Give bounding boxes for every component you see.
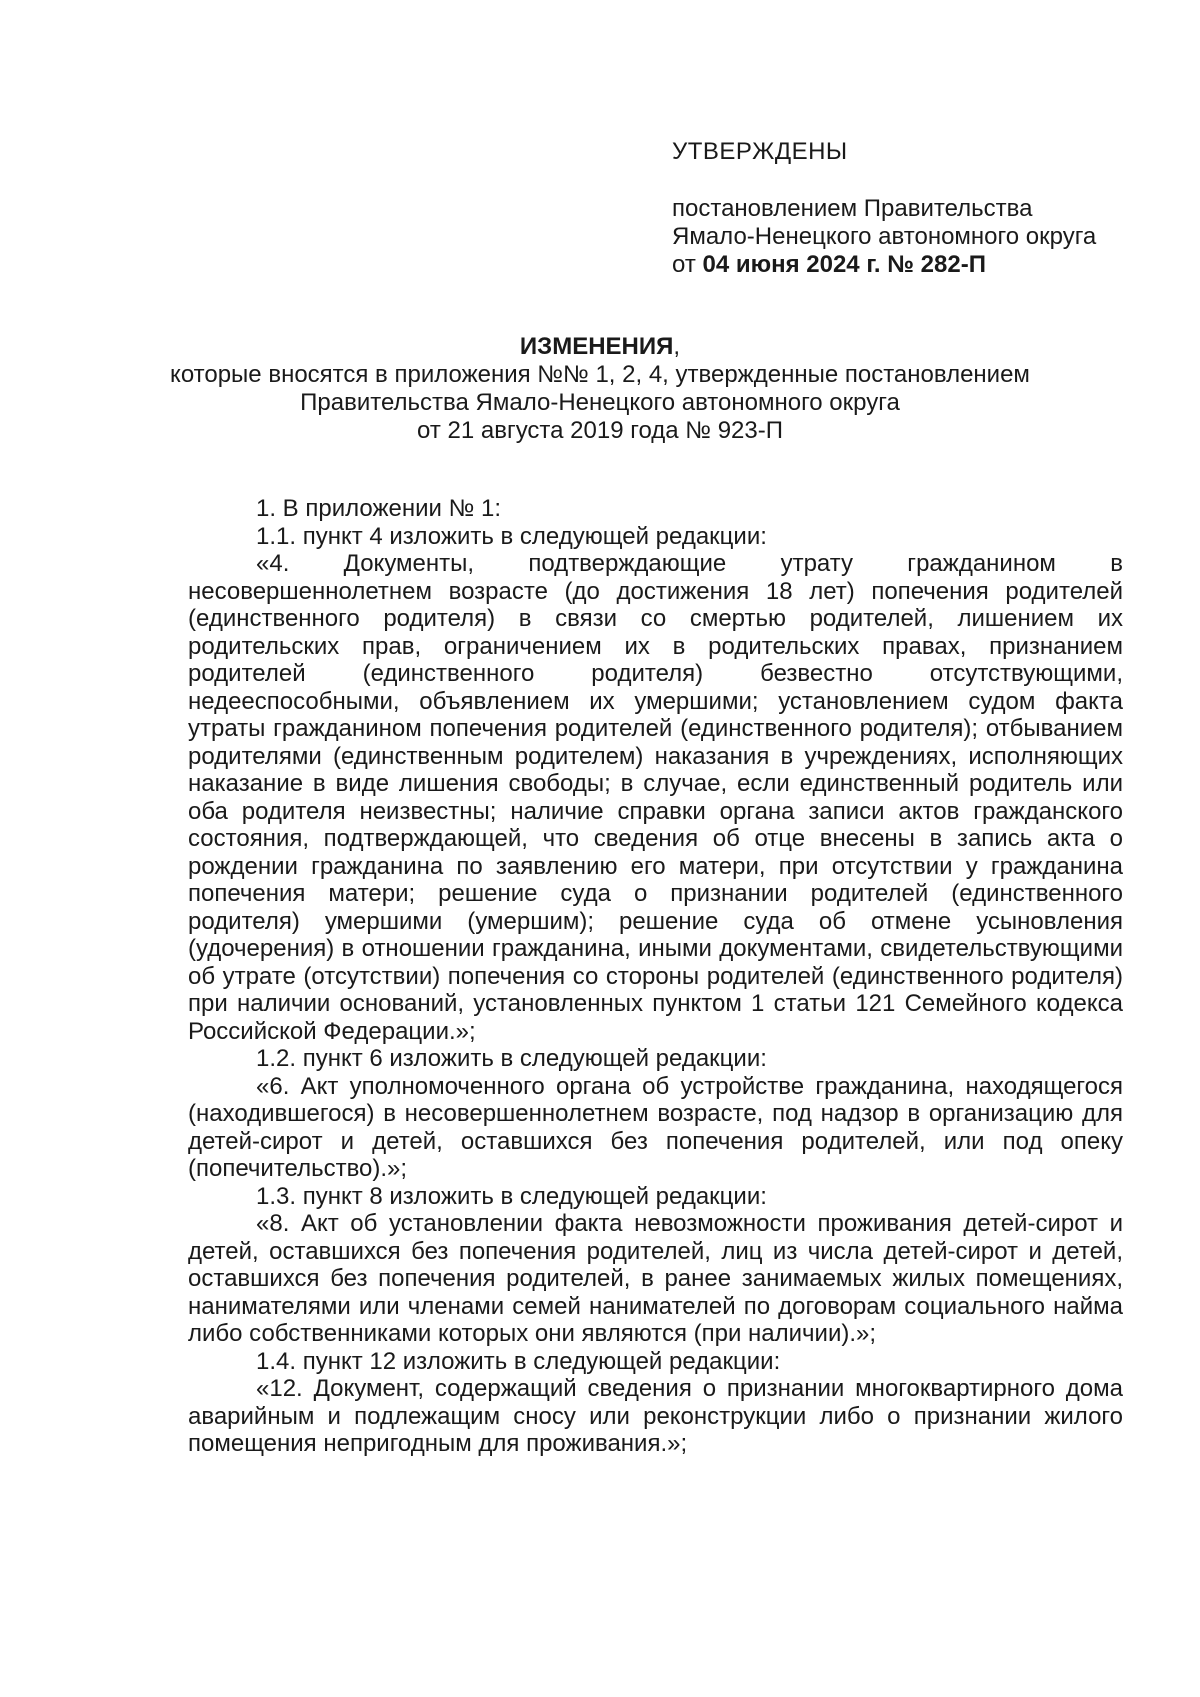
document-subtitle-line-2: Правительства Ямало-Ненецкого автономного округа <box>300 389 900 416</box>
document-subtitle-line-1: которые вносятся в приложения №№ 1, 2, 4, утвержденные постановлением <box>170 361 1030 388</box>
document-body <box>188 495 1123 1458</box>
paragraph-point-12-text: «12. Документ, содержащий сведения о признании многоквартирного дома аварийным и подлежащим сносу или реконструкции либо о признании жилого помещения непригодным для проживания.»; <box>188 1375 1123 1457</box>
document-subtitle-line-3: от 21 августа 2019 года № 923-П <box>417 417 783 444</box>
approval-heading: УТВЕРЖДЕНЫ <box>672 138 848 165</box>
approval-block <box>672 138 1142 279</box>
paragraph-point-8-text: «8. Акт об установлении факта невозможности проживания детей-сирот и детей, оставшихся без попечения родителей, лиц из числа детей-сирот и детей, оставшихся без попечения родителей, в ранее занимаемых жилых помещениях, нанимателями или членами семей нанимателей по договорам социального найма либо собственниками которых они являются (при наличии).»; <box>188 1210 1123 1347</box>
approval-date-prefix: от <box>672 251 696 278</box>
paragraph-1-2: 1.2. пункт 6 изложить в следующей редакции: <box>256 1045 767 1072</box>
paragraph-1-1: 1.1. пункт 4 изложить в следующей редакции: <box>256 522 767 550</box>
paragraph-1: 1. В приложении № 1: <box>256 495 502 522</box>
document-title <box>160 333 1040 361</box>
paragraph-point-6-text: «6. Акт уполномоченного органа об устройстве гражданина, находящегося (находившегося) в несовершеннолетнем возрасте, под надзор в организацию для детей-сирот и детей, оставшихся без попечения родителей, или под опеку (попечительство).»; <box>188 1072 1123 1182</box>
paragraph-point-4-text: «4. Документы, подтверждающие утрату гражданином в несовершеннолетнем возрасте (до достижения 18 лет) попечения родителей (единственного родителя) в связи со смертью родителей, лишением их родительских прав, ограничением их в родительских правах, признанием родителей (единственного родителя) безвестно отсутствующими, недееспособными, объявлением их умершими; установлением судом факта утраты гражданином попечения родителей (единственного родителя); отбыванием родителями (единственным родителем) наказания в учреждениях, исполняющих наказание в виде лишения свободы; в случае, если единственный родитель или оба родителя неизвестны; наличие справки органа записи актов гражданского состояния, подтверждающей, что сведения об отце внесены в запись акта о рождении гражданина по заявлению его матери, при отсутствии у гражданина попечения матери; решение суда о признании родителей (единственного родителя) умершими (умершим); решение суда об отмене усыновления (удочерения) в отношении гражданина, иными документами, свидетельствующими об утрате (отсутствии) попечения со стороны родителей (единственного родителя) при наличии оснований, установленных пунктом 1 статьи 121 Семейного кодекса Российской Федерации.»; <box>188 550 1123 1045</box>
approval-line-2: Ямало-Ненецкого автономного округа <box>672 223 1097 250</box>
approval-date-number: 04 июня 2024 г. № 282-П <box>702 251 986 278</box>
document-heading-suffix: , <box>673 333 681 360</box>
document-heading: ИЗМЕНЕНИЯ <box>519 333 674 360</box>
document-title-block <box>160 333 1040 445</box>
paragraph-1-3: 1.3. пункт 8 изложить в следующей редакции: <box>256 1182 767 1210</box>
approval-date-line <box>672 251 1142 279</box>
approval-line-1: постановлением Правительства <box>672 195 1033 222</box>
paragraph-1-4: 1.4. пункт 12 изложить в следующей редакции: <box>256 1347 781 1375</box>
